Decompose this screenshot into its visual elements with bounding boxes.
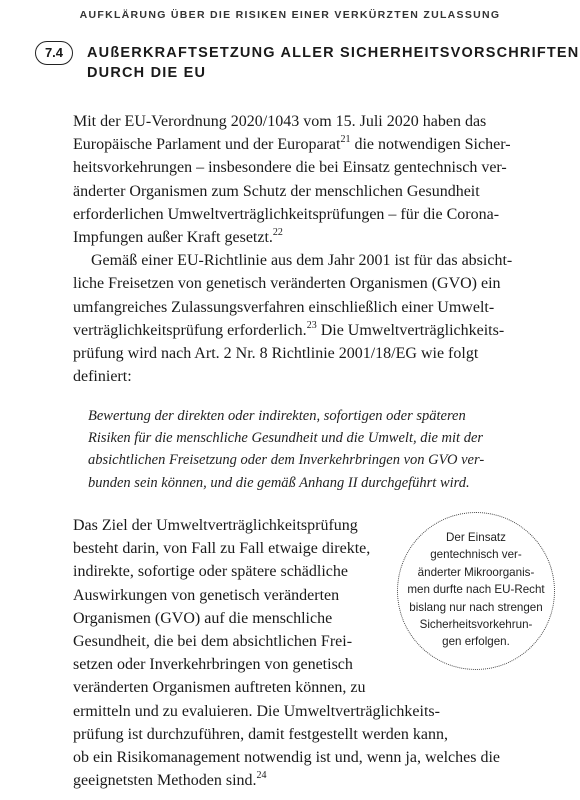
margin-note-line: änderter Mikroorganis- xyxy=(417,565,535,579)
text-line: liche Freisetzen von genetisch veränderten Organismen (GVO) ein xyxy=(73,275,501,293)
text-line: Gemäß einer EU-Richtlinie aus dem Jahr 2001 ist für das absicht- xyxy=(91,252,513,270)
section-title-line: AUßERKRAFTSETZUNG ALLER SICHERHEITSVORSCHRIFTEN xyxy=(87,45,580,61)
text-line xyxy=(73,226,533,249)
text-line: Das Ziel der Umweltverträglichkeitsprüfung xyxy=(73,517,358,534)
text-line: Gesundheit, die bei dem absichtlichen Frei- xyxy=(73,633,353,651)
margin-note-text xyxy=(398,529,554,651)
text-line: Organismen (GVO) auf die menschliche xyxy=(73,609,333,627)
text-line xyxy=(73,133,533,156)
quote-line: Risiken für die menschliche Gesundheit und die Umwelt, die mit der xyxy=(88,430,484,447)
text-line: heitsvorkehrungen – insbesondere die bei Einsatz gentechnisch ver- xyxy=(73,159,507,177)
paragraph-1 xyxy=(73,110,533,249)
text-line: umfangreiches Zulassungsverfahren einschließlich einer Umwelt- xyxy=(73,298,495,316)
margin-note-line: Sicherheitsvorkehrun- xyxy=(419,618,533,632)
section-title-line: DURCH DIE EU xyxy=(87,65,207,81)
margin-note-circle xyxy=(397,512,555,670)
margin-note-line: men durfte nach EU-Recht xyxy=(407,583,545,597)
text-line: ermitteln und zu evaluieren. Die Umweltverträglichkeits- xyxy=(73,702,440,720)
text-segment: Impfungen außer Kraft gesetzt. xyxy=(73,229,273,247)
text-line: Mit der EU-Verordnung 2020/1043 vom 15. Juli 2020 haben das xyxy=(73,113,487,130)
quote-line: absichtlichen Freisetzung oder dem Inverkehrbringen von GVO ver- xyxy=(88,452,485,469)
text-line: besteht darin, von Fall zu Fall etwaige direkte, xyxy=(73,540,371,558)
text-segment: die notwendigen Sicher- xyxy=(350,136,511,154)
text-line: erforderlichen Umweltverträglichkeitsprüfungen – für die Corona- xyxy=(73,205,500,223)
paragraph-2 xyxy=(73,249,533,388)
text-segment: Die Umweltverträglichkeits- xyxy=(316,321,505,339)
quote-line: bunden sein können, und die gemäß Anhang II durchgeführt wird. xyxy=(88,474,470,491)
section-heading xyxy=(35,41,580,101)
text-line: änderter Organismen zum Schutz der menschlichen Gesundheit xyxy=(73,182,480,200)
footnote-ref-23[interactable]: 23 xyxy=(306,319,317,331)
footnote-ref-22[interactable]: 22 xyxy=(272,226,283,238)
text-line: prüfung ist durchzuführen, damit festgestellt werden kann, xyxy=(73,725,448,743)
margin-note-line: Der Einsatz xyxy=(446,531,506,544)
text-segment: geeignetsten Methoden sind. xyxy=(73,772,257,790)
text-line: definiert: xyxy=(73,368,132,386)
text-line: setzen oder Inverkehrbringen von genetisch xyxy=(73,656,353,674)
footnote-ref-24[interactable]: 24 xyxy=(256,769,267,781)
margin-note-line: gen erfolgen. xyxy=(442,635,510,649)
block-quote xyxy=(88,405,528,494)
text-line: prüfung wird nach Art. 2 Nr. 8 Richtlinie 2001/18/EG wie folgt xyxy=(73,345,479,363)
text-line: Auswirkungen von genetisch veränderten xyxy=(73,586,340,604)
quote-line: Bewertung der direkten oder indirekten, sofortigen oder späteren xyxy=(88,408,466,424)
text-line xyxy=(73,319,533,342)
text-line: veränderten Organismen auftreten können, zu xyxy=(73,679,366,697)
footnote-ref-21[interactable]: 21 xyxy=(340,133,351,145)
text-line: indirekte, sofortige oder spätere schädliche xyxy=(73,563,348,581)
margin-note-line: gentechnisch ver- xyxy=(430,548,522,562)
running-header: AUFKLÄRUNG ÜBER DIE RISIKEN EINER VERKÜRZTEN ZULASSUNG xyxy=(79,9,501,21)
section-title xyxy=(87,43,580,83)
section-number-badge: 7.4 xyxy=(35,41,73,65)
text-line: ob ein Risikomanagement notwendig ist und, wenn ja, welches die xyxy=(73,749,501,767)
text-segment: Europäische Parlament und der Europarat xyxy=(73,136,341,154)
margin-note-line: bislang nur nach strengen xyxy=(409,600,543,614)
text-line xyxy=(73,769,543,792)
body-text xyxy=(73,110,533,388)
text-segment: verträglichkeitsprüfung erforderlich. xyxy=(73,321,307,339)
